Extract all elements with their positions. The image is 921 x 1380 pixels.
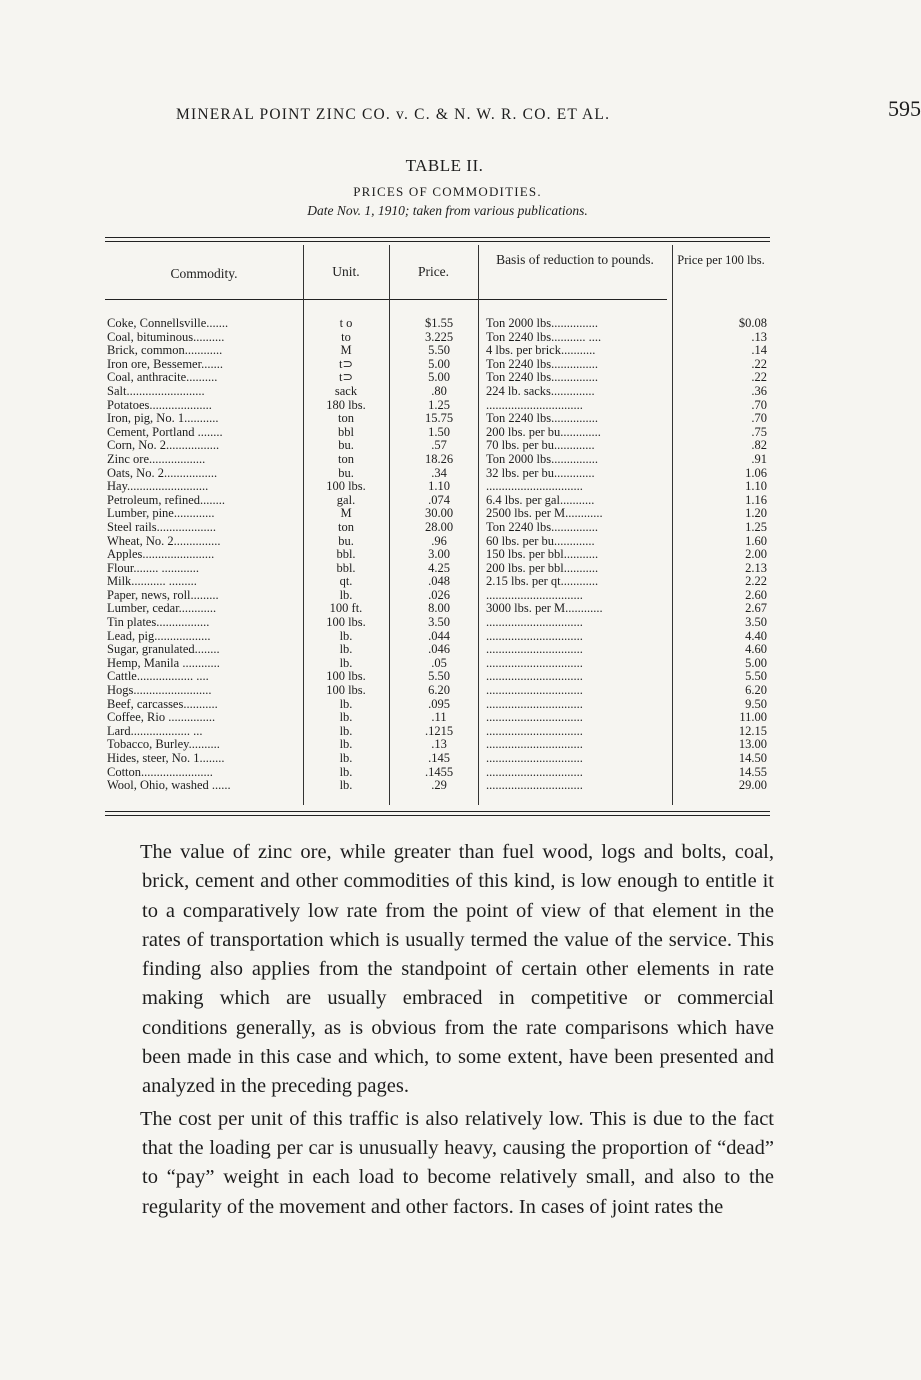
unit-cell: ton	[338, 411, 354, 426]
basis-cell: ...............................	[486, 683, 583, 698]
running-title: MINERAL POINT ZINC CO. v. C. & N. W. R. CO. ET AL.	[176, 106, 611, 123]
basis-cell: 3000 lbs. per M............	[486, 601, 603, 616]
basis-cell: 224 lb. sacks..............	[486, 383, 595, 398]
unit-cell: M	[340, 343, 352, 358]
unit-cell: 100 ft.	[329, 601, 363, 616]
price-cell: .095	[428, 696, 450, 711]
unit-cell: lb.	[339, 751, 353, 765]
col-divider	[672, 245, 673, 805]
unit-cell: bbl.	[336, 560, 356, 575]
price-per-100-cell: 2.22	[745, 574, 767, 589]
price-cell: 8.00	[428, 601, 450, 616]
unit-cell: bu.	[338, 533, 354, 548]
basis-cell: Ton 2000 lbs...............	[486, 316, 598, 330]
price-cell: .145	[428, 751, 450, 765]
commodity-cell: Apples.......................	[107, 547, 215, 562]
unit-cell: lb.	[339, 642, 353, 657]
unit-cell: 100 lbs.	[326, 669, 366, 684]
commodity-cell: Cattle.................. ....	[107, 669, 209, 684]
price-cell: .34	[431, 465, 447, 480]
price-cell: .1215	[424, 723, 454, 738]
commodity-column	[107, 317, 304, 793]
header-price-per-100: Price per 100 lbs.	[677, 253, 765, 267]
price-cell: 18.26	[424, 451, 454, 466]
unit-cell: ton	[338, 519, 354, 534]
price-per-100-cell: 5.00	[745, 655, 767, 670]
unit-cell: lb.	[339, 696, 353, 711]
basis-cell: 6.4 lbs. per gal...........	[486, 492, 595, 507]
commodity-cell: Hemp, Manila ............	[107, 655, 220, 670]
price-cell: .074	[428, 492, 450, 507]
price-per-100-cell: .22	[751, 370, 767, 385]
price-cell: .11	[431, 710, 447, 725]
unit-cell: to	[341, 329, 351, 344]
table-bottom-rule-2	[105, 815, 770, 816]
basis-cell: ...............................	[486, 655, 583, 670]
table-title-block	[0, 156, 897, 219]
basis-cell: ...............................	[486, 642, 583, 657]
price-per-100-cell: .82	[751, 438, 767, 453]
unit-cell: lb.	[339, 628, 353, 643]
basis-cell: ...............................	[486, 723, 583, 738]
price-cell: 5.00	[428, 370, 450, 385]
commodity-cell: Hay..........................	[107, 479, 209, 494]
price-cell: 1.50	[428, 424, 450, 439]
price-per-100-cell: 3.50	[745, 615, 767, 630]
commodity-cell: Coke, Connellsville.......	[107, 316, 229, 330]
paragraph: The cost per unit of this traffic is also relatively low. This is due to the fact that the loading per car is unusually heavy, causing the proportion of “dead” to “pay” weight in each load to become relatively small, and also to the regularity of the movement and other factors. In cases of joint rates the	[140, 1107, 774, 1218]
unit-cell: 100 lbs.	[326, 479, 366, 494]
price-cell: 4.25	[428, 560, 450, 575]
basis-cell: 2.15 lbs. per qt............	[486, 574, 599, 589]
commodity-cell: Zinc ore..................	[107, 451, 206, 466]
unit-cell: M	[340, 506, 352, 521]
basis-cell: ...............................	[486, 778, 583, 793]
table-number: TABLE II.	[405, 156, 484, 175]
price-per-100-cell: .91	[751, 451, 767, 466]
commodity-cell: Iron, pig, No. 1...........	[107, 411, 219, 426]
basis-cell: 2500 lbs. per M............	[486, 506, 603, 521]
table-top-rule-2	[105, 241, 770, 242]
paragraph: The value of zinc ore, while greater than fuel wood, logs and bolts, coal, brick, cement and other commodities of this kind, is low enough to entitle it to a comparatively low rate from the point of view of that element in the rates of transportation which is usually termed the value of the service. This finding also applies from the standpoint of certain other elements in rate making which are usually embraced in competitive or commercial conditions generally, as is obvious from the rate comparisons which have been made in this case and which, to some extent, have been presented and analyzed in the preceding pages.	[140, 841, 774, 1098]
unit-cell: t o	[339, 316, 353, 330]
price-per-100-cell: .70	[751, 411, 767, 426]
basis-cell: Ton 2240 lbs...............	[486, 356, 598, 371]
commodity-cell: Coal, anthracite..........	[107, 370, 218, 385]
basis-cell: 150 lbs. per bbl...........	[486, 547, 599, 562]
price-per-100-cell: 29.00	[738, 778, 767, 793]
commodity-cell: Tin plates.................	[107, 615, 210, 630]
price-cell: 3.225	[424, 329, 454, 344]
price-cell: 1.10	[428, 479, 450, 494]
price-cell: .046	[428, 642, 450, 657]
unit-cell: 100 lbs.	[326, 615, 366, 630]
basis-cell: Ton 2240 lbs...............	[486, 370, 598, 385]
commodity-cell: Oats, No. 2.................	[107, 465, 218, 480]
basis-cell: ...............................	[486, 696, 583, 711]
basis-cell: ...............................	[486, 764, 583, 779]
commodity-cell: Coal, bituminous..........	[107, 329, 225, 344]
commodity-cell: Lard................... ...	[107, 723, 203, 738]
price-per-100-cell: 12.15	[738, 723, 767, 738]
unit-cell: bbl	[338, 424, 354, 439]
basis-cell: Ton 2240 lbs........... ....	[486, 329, 602, 344]
price-per-100-cell: .36	[751, 383, 767, 398]
commodity-cell: Hogs.........................	[107, 683, 212, 698]
body-text	[142, 838, 774, 1222]
table-subtitle: PRICES OF COMMODITIES.	[353, 184, 542, 199]
price-per-100-cell: 1.06	[745, 465, 767, 480]
basis-cell: Ton 2240 lbs...............	[486, 519, 598, 534]
price-per-100-cell: $0.08	[738, 316, 767, 330]
unit-cell: lb.	[339, 655, 353, 670]
price-cell: .044	[428, 628, 450, 643]
price-cell: .96	[431, 533, 447, 548]
price-per-100-cell: 4.40	[745, 628, 767, 643]
price-per-100-cell: 1.20	[745, 506, 767, 521]
unit-column	[305, 317, 387, 793]
price-cell: .1455	[424, 764, 454, 779]
commodity-cell: Corn, No. 2.................	[107, 438, 220, 453]
page-number: 595	[888, 96, 921, 121]
price-per-100-cell: 1.60	[745, 533, 767, 548]
basis-cell: 200 lbs. per bbl...........	[486, 560, 599, 575]
unit-cell: lb.	[339, 737, 353, 752]
commodity-cell: Hides, steer, No. 1........	[107, 751, 225, 765]
unit-cell: lb.	[339, 764, 353, 779]
unit-cell: bu.	[338, 465, 354, 480]
basis-cell: ...............................	[486, 397, 583, 412]
basis-cell: 200 lbs. per bu.............	[486, 424, 601, 439]
commodity-cell: Steel rails...................	[107, 519, 217, 534]
basis-cell: ...............................	[486, 615, 583, 630]
header-unit: Unit.	[332, 264, 360, 279]
commodity-cell: Potatoes....................	[107, 397, 212, 412]
price-cell: 3.50	[428, 615, 450, 630]
unit-cell: bbl.	[336, 547, 356, 562]
basis-cell: ...............................	[486, 751, 583, 765]
commodity-cell: Sugar, granulated........	[107, 642, 220, 657]
price-per-100-cell: 11.00	[739, 710, 767, 725]
header-price: Price.	[417, 264, 450, 279]
unit-cell: t⊃	[339, 370, 353, 385]
basis-cell: Ton 2240 lbs...............	[486, 411, 598, 426]
running-head	[176, 96, 921, 136]
unit-cell: ton	[338, 451, 354, 466]
header-bottom-rule	[105, 299, 667, 300]
commodity-cell: Tobacco, Burley..........	[107, 737, 220, 752]
price-cell: 5.50	[428, 343, 450, 358]
commodity-cell: Salt.........................	[107, 383, 205, 398]
commodity-cell: Flour........ ............	[107, 560, 200, 575]
price-cell: .29	[431, 778, 447, 793]
commodity-cell: Petroleum, refined........	[107, 492, 226, 507]
basis-cell: 32 lbs. per bu.............	[486, 465, 595, 480]
price-cell: .05	[431, 655, 447, 670]
price-per-100-cell: .70	[751, 397, 767, 412]
commodity-cell: Brick, common............	[107, 343, 223, 358]
basis-column	[486, 317, 672, 793]
price-cell: 28.00	[424, 519, 454, 534]
table-date-line: Date Nov. 1, 1910; taken from various publications.	[307, 203, 588, 218]
price-per-100-cell: 1.16	[745, 492, 767, 507]
price-per-100-cell: .14	[751, 343, 767, 358]
basis-cell: ...............................	[486, 710, 583, 725]
price-per-100-cell: 14.55	[738, 764, 767, 779]
price-cell: .048	[428, 574, 450, 589]
price-per-100-cell: 2.00	[745, 547, 767, 562]
price-cell: 3.00	[428, 547, 450, 562]
price-cell: .13	[431, 737, 447, 752]
price-cell: 15.75	[424, 411, 454, 426]
price-per-100-cell: .75	[751, 424, 767, 439]
price-cell: 5.50	[428, 669, 450, 684]
price-per-100-column	[685, 317, 767, 793]
commodity-cell: Wool, Ohio, washed ......	[107, 778, 231, 793]
header-commodity: Commodity.	[170, 266, 238, 281]
basis-cell: ...............................	[486, 628, 583, 643]
price-cell: 6.20	[428, 683, 450, 698]
basis-cell: ...............................	[486, 587, 583, 602]
table-top-rule	[105, 237, 770, 238]
unit-cell: lb.	[339, 587, 353, 602]
price-per-100-cell: 9.50	[745, 696, 767, 711]
price-per-100-cell: 6.20	[745, 683, 767, 698]
basis-cell: Ton 2000 lbs...............	[486, 451, 598, 466]
commodity-cell: Wheat, No. 2...............	[107, 533, 221, 548]
unit-cell: gal.	[336, 492, 356, 507]
commodity-cell: Coffee, Rio ...............	[107, 710, 216, 725]
unit-cell: bu.	[338, 438, 354, 453]
price-per-100-cell: 4.60	[745, 642, 767, 657]
commodity-cell: Lumber, cedar............	[107, 601, 217, 616]
price-per-100-cell: 5.50	[745, 669, 767, 684]
commodity-cell: Milk........... .........	[107, 574, 197, 589]
table-bottom-rule	[105, 811, 770, 812]
unit-cell: qt.	[339, 574, 353, 589]
price-column	[405, 317, 473, 793]
unit-cell: lb.	[339, 723, 353, 738]
unit-cell: t⊃	[339, 356, 353, 371]
basis-cell: 70 lbs. per bu.............	[486, 438, 595, 453]
commodity-cell: Lumber, pine.............	[107, 506, 215, 521]
price-per-100-cell: .22	[751, 356, 767, 371]
unit-cell: lb.	[339, 710, 353, 725]
price-per-100-cell: 14.50	[738, 751, 767, 765]
price-per-100-cell: 1.10	[745, 479, 767, 494]
price-cell: 1.25	[428, 397, 450, 412]
price-cell: 5.00	[428, 356, 450, 371]
price-cell: $1.55	[424, 316, 454, 330]
price-cell: 30.00	[424, 506, 454, 521]
basis-cell: ...............................	[486, 737, 583, 752]
basis-cell: ...............................	[486, 479, 583, 494]
commodity-cell: Cotton.......................	[107, 764, 213, 779]
basis-cell: 4 lbs. per brick...........	[486, 343, 596, 358]
unit-cell: lb.	[339, 778, 353, 793]
unit-cell: 180 lbs.	[326, 397, 366, 412]
commodity-cell: Lead, pig..................	[107, 628, 211, 643]
price-cell: .80	[431, 383, 447, 398]
price-per-100-cell: 2.13	[745, 560, 767, 575]
col-divider	[478, 245, 479, 805]
price-cell: .026	[428, 587, 450, 602]
col-divider	[389, 245, 390, 805]
basis-cell: ...............................	[486, 669, 583, 684]
price-per-100-cell: 1.25	[745, 519, 767, 534]
price-cell: .57	[431, 438, 447, 453]
price-per-100-cell: 2.67	[745, 601, 767, 616]
commodity-cell: Iron ore, Bessemer.......	[107, 356, 223, 371]
commodity-cell: Paper, news, roll.........	[107, 587, 219, 602]
commodity-cell: Beef, carcasses...........	[107, 696, 218, 711]
commodity-cell: Cement, Portland ........	[107, 424, 223, 439]
header-basis: Basis of reduction to pounds.	[496, 252, 654, 267]
price-per-100-cell: 2.60	[745, 587, 767, 602]
basis-cell: 60 lbs. per bu.............	[486, 533, 595, 548]
price-per-100-cell: .13	[751, 329, 767, 344]
price-per-100-cell: 13.00	[738, 737, 767, 752]
prices-table	[105, 237, 770, 819]
unit-cell: sack	[334, 383, 358, 398]
unit-cell: 100 lbs.	[326, 683, 366, 698]
